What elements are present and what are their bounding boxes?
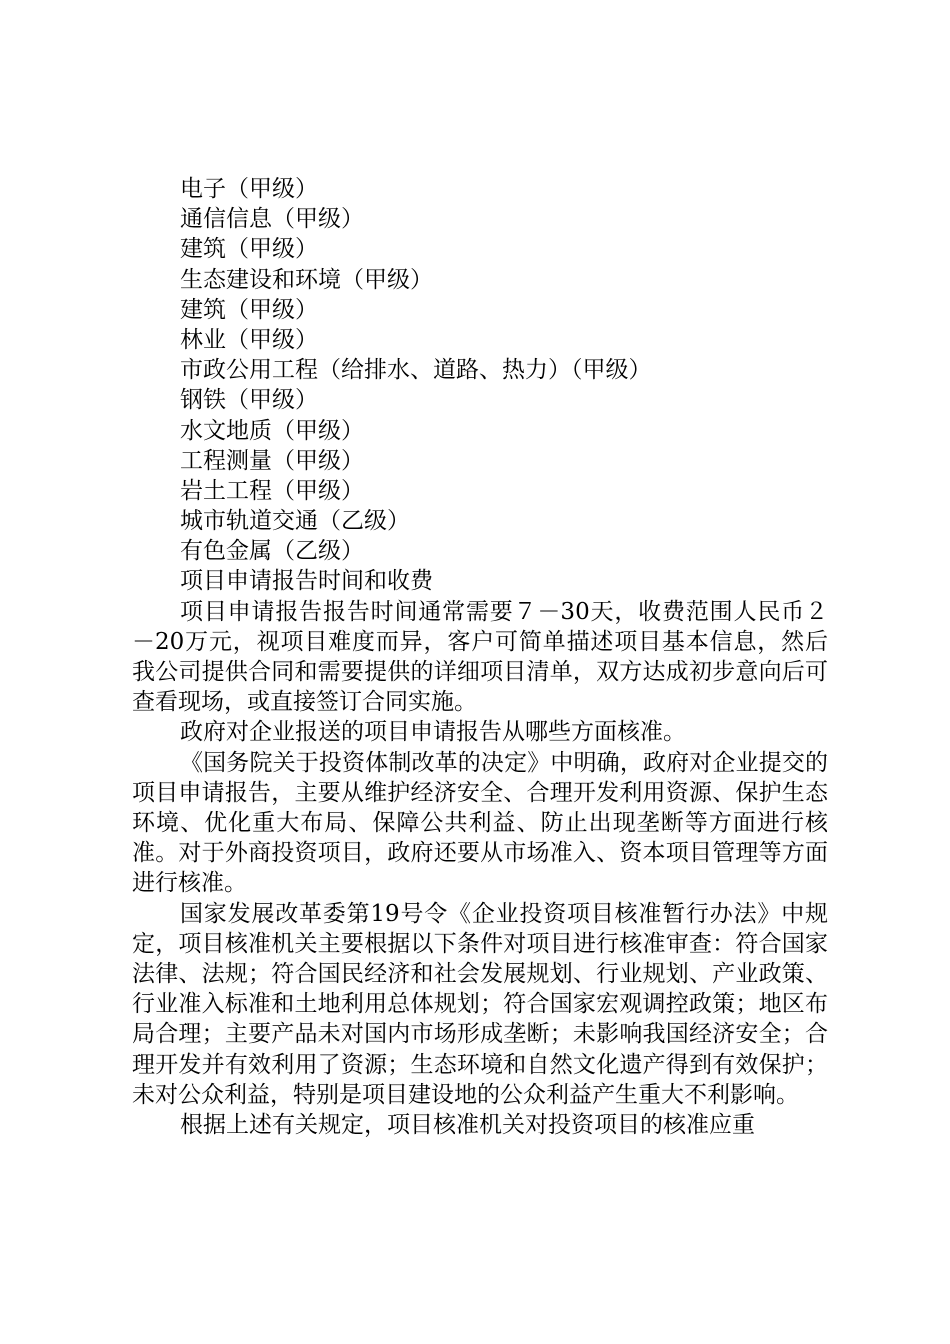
document-body [132,174,828,1140]
list-item: 建筑（甲级） [180,236,318,263]
section-heading-time-fee: 项目申请报告时间和收费 [180,568,433,595]
list-item: 林业（甲级） [180,326,318,353]
list-item: 工程测量（甲级） [180,447,364,474]
list-item: 市政公用工程（给排水、道路、热力）（甲级） [180,357,652,384]
section-heading-review: 政府对企业报送的项目申请报告从哪些方面核准。 [180,719,686,746]
list-item: 钢铁（甲级） [180,387,318,414]
list-item: 岩土工程（甲级） [180,477,364,504]
list-item: 电子（甲级） [180,176,318,202]
list-item: 水文地质（甲级） [180,417,364,444]
list-item: 有色金属（乙级） [180,538,364,565]
paragraph-conclusion: 根据上述有关规定，项目核准机关对投资项目的核准应重 [180,1112,755,1139]
paragraph-ndrc-order: 国家发展改革委第19号令《企业投资项目核准暂行办法》中规定，项目核准机关主要根据以下条件对项目进行核准审查：符合国家法律、法规；符合国民经济和社会发展规划、行业规划、产业政策、行业准入标准和土地利用总体规划；符合国家宏观调控政策；地区布局合理；主要产品未对国内市场形成垄断；未影响我国经济安全；合理开发并有效利用了资源；生态环境和自然文化遗产得到有效保护；未对公众利益，特别是项目建设地的公众利益产生重大不利影响。 [132,900,828,1108]
paragraph-time-fee: 项目申请报告报告时间通常需要７－30天，收费范围人民币２－20万元，视项目难度而异，客户可简单描述项目基本信息，然后我公司提供合同和需要提供的详细项目清单，双方达成初步意向后可查看现场，或直接签订合同实施。 [132,598,828,716]
list-item: 通信信息（甲级） [180,206,364,233]
list-item: 城市轨道交通（乙级） [180,508,410,535]
list-item: 生态建设和环境（甲级） [180,266,433,293]
paragraph-state-council: 《国务院关于投资体制改革的决定》中明确，政府对企业提交的项目申请报告，主要从维护经济安全、合理开发利用资源、保护生态环境、优化重大布局、保障公共利益、防止出现垄断等方面进行核准。对于外商投资项目，政府还要从市场准入、资本项目管理等方面进行核准。 [132,749,828,897]
list-item: 建筑（甲级） [180,296,318,323]
